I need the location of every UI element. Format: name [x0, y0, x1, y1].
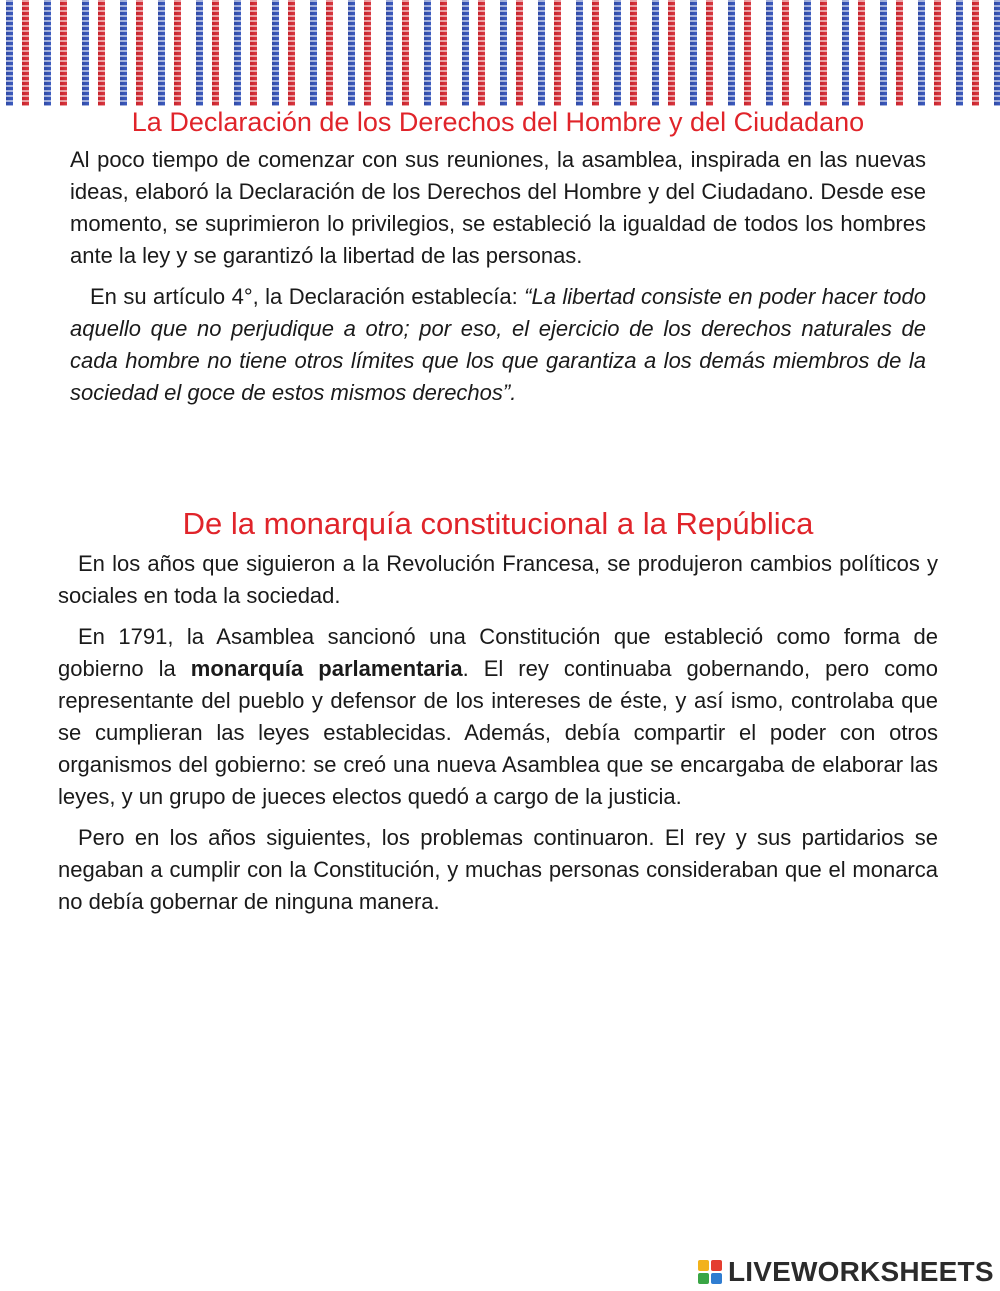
section-title-monarchy: De la monarquía constitucional a la República [182, 506, 814, 541]
paragraph-constitution-1791 [58, 621, 938, 813]
paragraph-problems-continued: Pero en los años siguientes, los problemas continuaron. El rey y sus partidarios se negaban a cumplir con la Constitución, y muchas personas consideraban que el monarca no debía gobernar de ninguna manera. [58, 825, 938, 914]
constitution-text-after: . El rey continuaba gobernando, pero como representante del pueblo y defensor de los intereses de éste, y así ismo, controlaba que se cumplieran las leyes establecidas. Además, debía compartir el poder con otros organismos del gobierno: se creó una nueva Asamblea que se encargaba de elaborar las leyes, y un grupo de jueces electos quedó a cargo de la justicia. [58, 656, 938, 809]
paragraph-years-after-revolution: En los años que siguieron a la Revolución Francesa, se produjeron cambios políticos y sociales en toda la sociedad. [58, 551, 938, 608]
paragraph-declaration-intro: Al poco tiempo de comenzar con sus reuniones, la asamblea, inspirada en las nuevas ideas, elaboró la Declaración de los Derechos del Hombre y del Ciudadano. Desde ese momento, se suprimieron lo privilegios, se estableció la igualdad de todos los hombres ante la ley y se garantizó la libertad de las personas. [70, 147, 926, 268]
decorative-stripe-banner [0, 0, 1000, 106]
paragraph-article-4 [70, 281, 926, 409]
article-4-intro-text: En su artículo 4°, la Declaración establecía: [90, 284, 525, 309]
liveworksheets-logo[interactable] [698, 1258, 994, 1286]
liveworksheets-logo-icon [698, 1260, 722, 1284]
section-title-declaration: La Declaración de los Derechos del Hombre y del Ciudadano [131, 107, 865, 137]
article-4-quote: “La libertad consiste en poder hacer todo aquello que no perjudique a otro; por eso, el ejercicio de los derechos naturales de cada hombre no tiene otros límites que los que garantiza a los demás miembros de la sociedad el goce de estos mismos derechos”. [70, 284, 926, 405]
liveworksheets-logo-text: LIVEWORKSHEETS [728, 1256, 994, 1287]
term-monarquia-parlamentaria: monarquía parlamentaria [190, 656, 463, 681]
constitution-text-before: En 1791, la Asamblea sancionó una Constitución que estableció como forma de gobierno la [58, 624, 938, 681]
section-declaration [70, 104, 926, 409]
section-monarchy-to-republic [58, 505, 938, 918]
